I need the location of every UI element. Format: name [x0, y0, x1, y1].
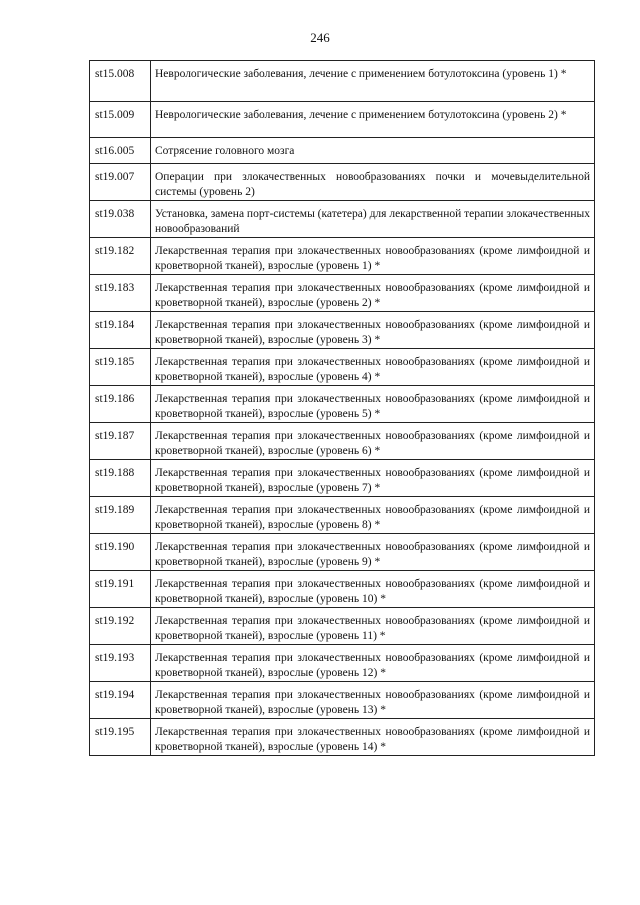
row-code: st19.038: [90, 201, 151, 238]
row-code: st19.182: [90, 238, 151, 275]
row-code: st19.195: [90, 719, 151, 756]
table-row: [90, 61, 595, 102]
table-row: [90, 138, 595, 164]
row-code: st19.185: [90, 349, 151, 386]
row-code: st19.184: [90, 312, 151, 349]
table-row: [90, 534, 595, 571]
row-code: st19.193: [90, 645, 151, 682]
row-name: Лекарственная терапия при злокачественных новообразованиях (кроме лимфоидной и кроветворной тканей), взрослые (уровень 1) *: [151, 238, 595, 275]
table-row: [90, 386, 595, 423]
row-code: st19.007: [90, 164, 151, 201]
row-code: st19.188: [90, 460, 151, 497]
row-code: st15.009: [90, 102, 151, 138]
row-name: Установка, замена порт-системы (катетера) для лекарственной терапии злокачественных новообразований: [151, 201, 595, 238]
row-code: st19.192: [90, 608, 151, 645]
table-row: [90, 497, 595, 534]
row-name: Лекарственная терапия при злокачественных новообразованиях (кроме лимфоидной и кроветворной тканей), взрослые (уровень 2) *: [151, 275, 595, 312]
row-name: Неврологические заболевания, лечение с применением ботулотоксина (уровень 2) *: [151, 102, 595, 138]
row-code: st19.194: [90, 682, 151, 719]
row-code: st19.183: [90, 275, 151, 312]
table-row: [90, 645, 595, 682]
table-row: [90, 164, 595, 201]
table-row: [90, 238, 595, 275]
row-name: Сотрясение головного мозга: [151, 138, 595, 164]
row-code: st15.008: [90, 61, 151, 102]
row-name: Лекарственная терапия при злокачественных новообразованиях (кроме лимфоидной и кроветворной тканей), взрослые (уровень 5) *: [151, 386, 595, 423]
row-code: st19.189: [90, 497, 151, 534]
row-code: st19.187: [90, 423, 151, 460]
row-name: Лекарственная терапия при злокачественных новообразованиях (кроме лимфоидной и кроветворной тканей), взрослые (уровень 10) *: [151, 571, 595, 608]
table-row: [90, 571, 595, 608]
table-row: [90, 682, 595, 719]
table-row: [90, 201, 595, 238]
row-name: Лекарственная терапия при злокачественных новообразованиях (кроме лимфоидной и кроветворной тканей), взрослые (уровень 3) *: [151, 312, 595, 349]
row-name: Неврологические заболевания, лечение с применением ботулотоксина (уровень 1) *: [151, 61, 595, 102]
table-row: [90, 312, 595, 349]
row-code: st19.191: [90, 571, 151, 608]
table-row: [90, 349, 595, 386]
table-row: [90, 608, 595, 645]
table-row: [90, 423, 595, 460]
row-name: Лекарственная терапия при злокачественных новообразованиях (кроме лимфоидной и кроветворной тканей), взрослые (уровень 7) *: [151, 460, 595, 497]
row-name: Лекарственная терапия при злокачественных новообразованиях (кроме лимфоидной и кроветворной тканей), взрослые (уровень 12) *: [151, 645, 595, 682]
page-number: 246: [310, 30, 330, 45]
row-name: Лекарственная терапия при злокачественных новообразованиях (кроме лимфоидной и кроветворной тканей), взрослые (уровень 11) *: [151, 608, 595, 645]
row-name: Лекарственная терапия при злокачественных новообразованиях (кроме лимфоидной и кроветворной тканей), взрослые (уровень 13) *: [151, 682, 595, 719]
row-name: Операции при злокачественных новообразованиях почки и мочевыделительной системы (уровень 2): [151, 164, 595, 201]
row-name: Лекарственная терапия при злокачественных новообразованиях (кроме лимфоидной и кроветворной тканей), взрослые (уровень 9) *: [151, 534, 595, 571]
row-code: st16.005: [90, 138, 151, 164]
table-row: [90, 460, 595, 497]
table-row: [90, 275, 595, 312]
table-row: [90, 102, 595, 138]
row-name: Лекарственная терапия при злокачественных новообразованиях (кроме лимфоидной и кроветворной тканей), взрослые (уровень 8) *: [151, 497, 595, 534]
row-name: Лекарственная терапия при злокачественных новообразованиях (кроме лимфоидной и кроветворной тканей), взрослые (уровень 14) *: [151, 719, 595, 756]
row-name: Лекарственная терапия при злокачественных новообразованиях (кроме лимфоидной и кроветворной тканей), взрослые (уровень 6) *: [151, 423, 595, 460]
row-code: st19.190: [90, 534, 151, 571]
row-name: Лекарственная терапия при злокачественных новообразованиях (кроме лимфоидной и кроветворной тканей), взрослые (уровень 4) *: [151, 349, 595, 386]
row-code: st19.186: [90, 386, 151, 423]
table-row: [90, 719, 595, 756]
ksg-table: [89, 60, 595, 756]
